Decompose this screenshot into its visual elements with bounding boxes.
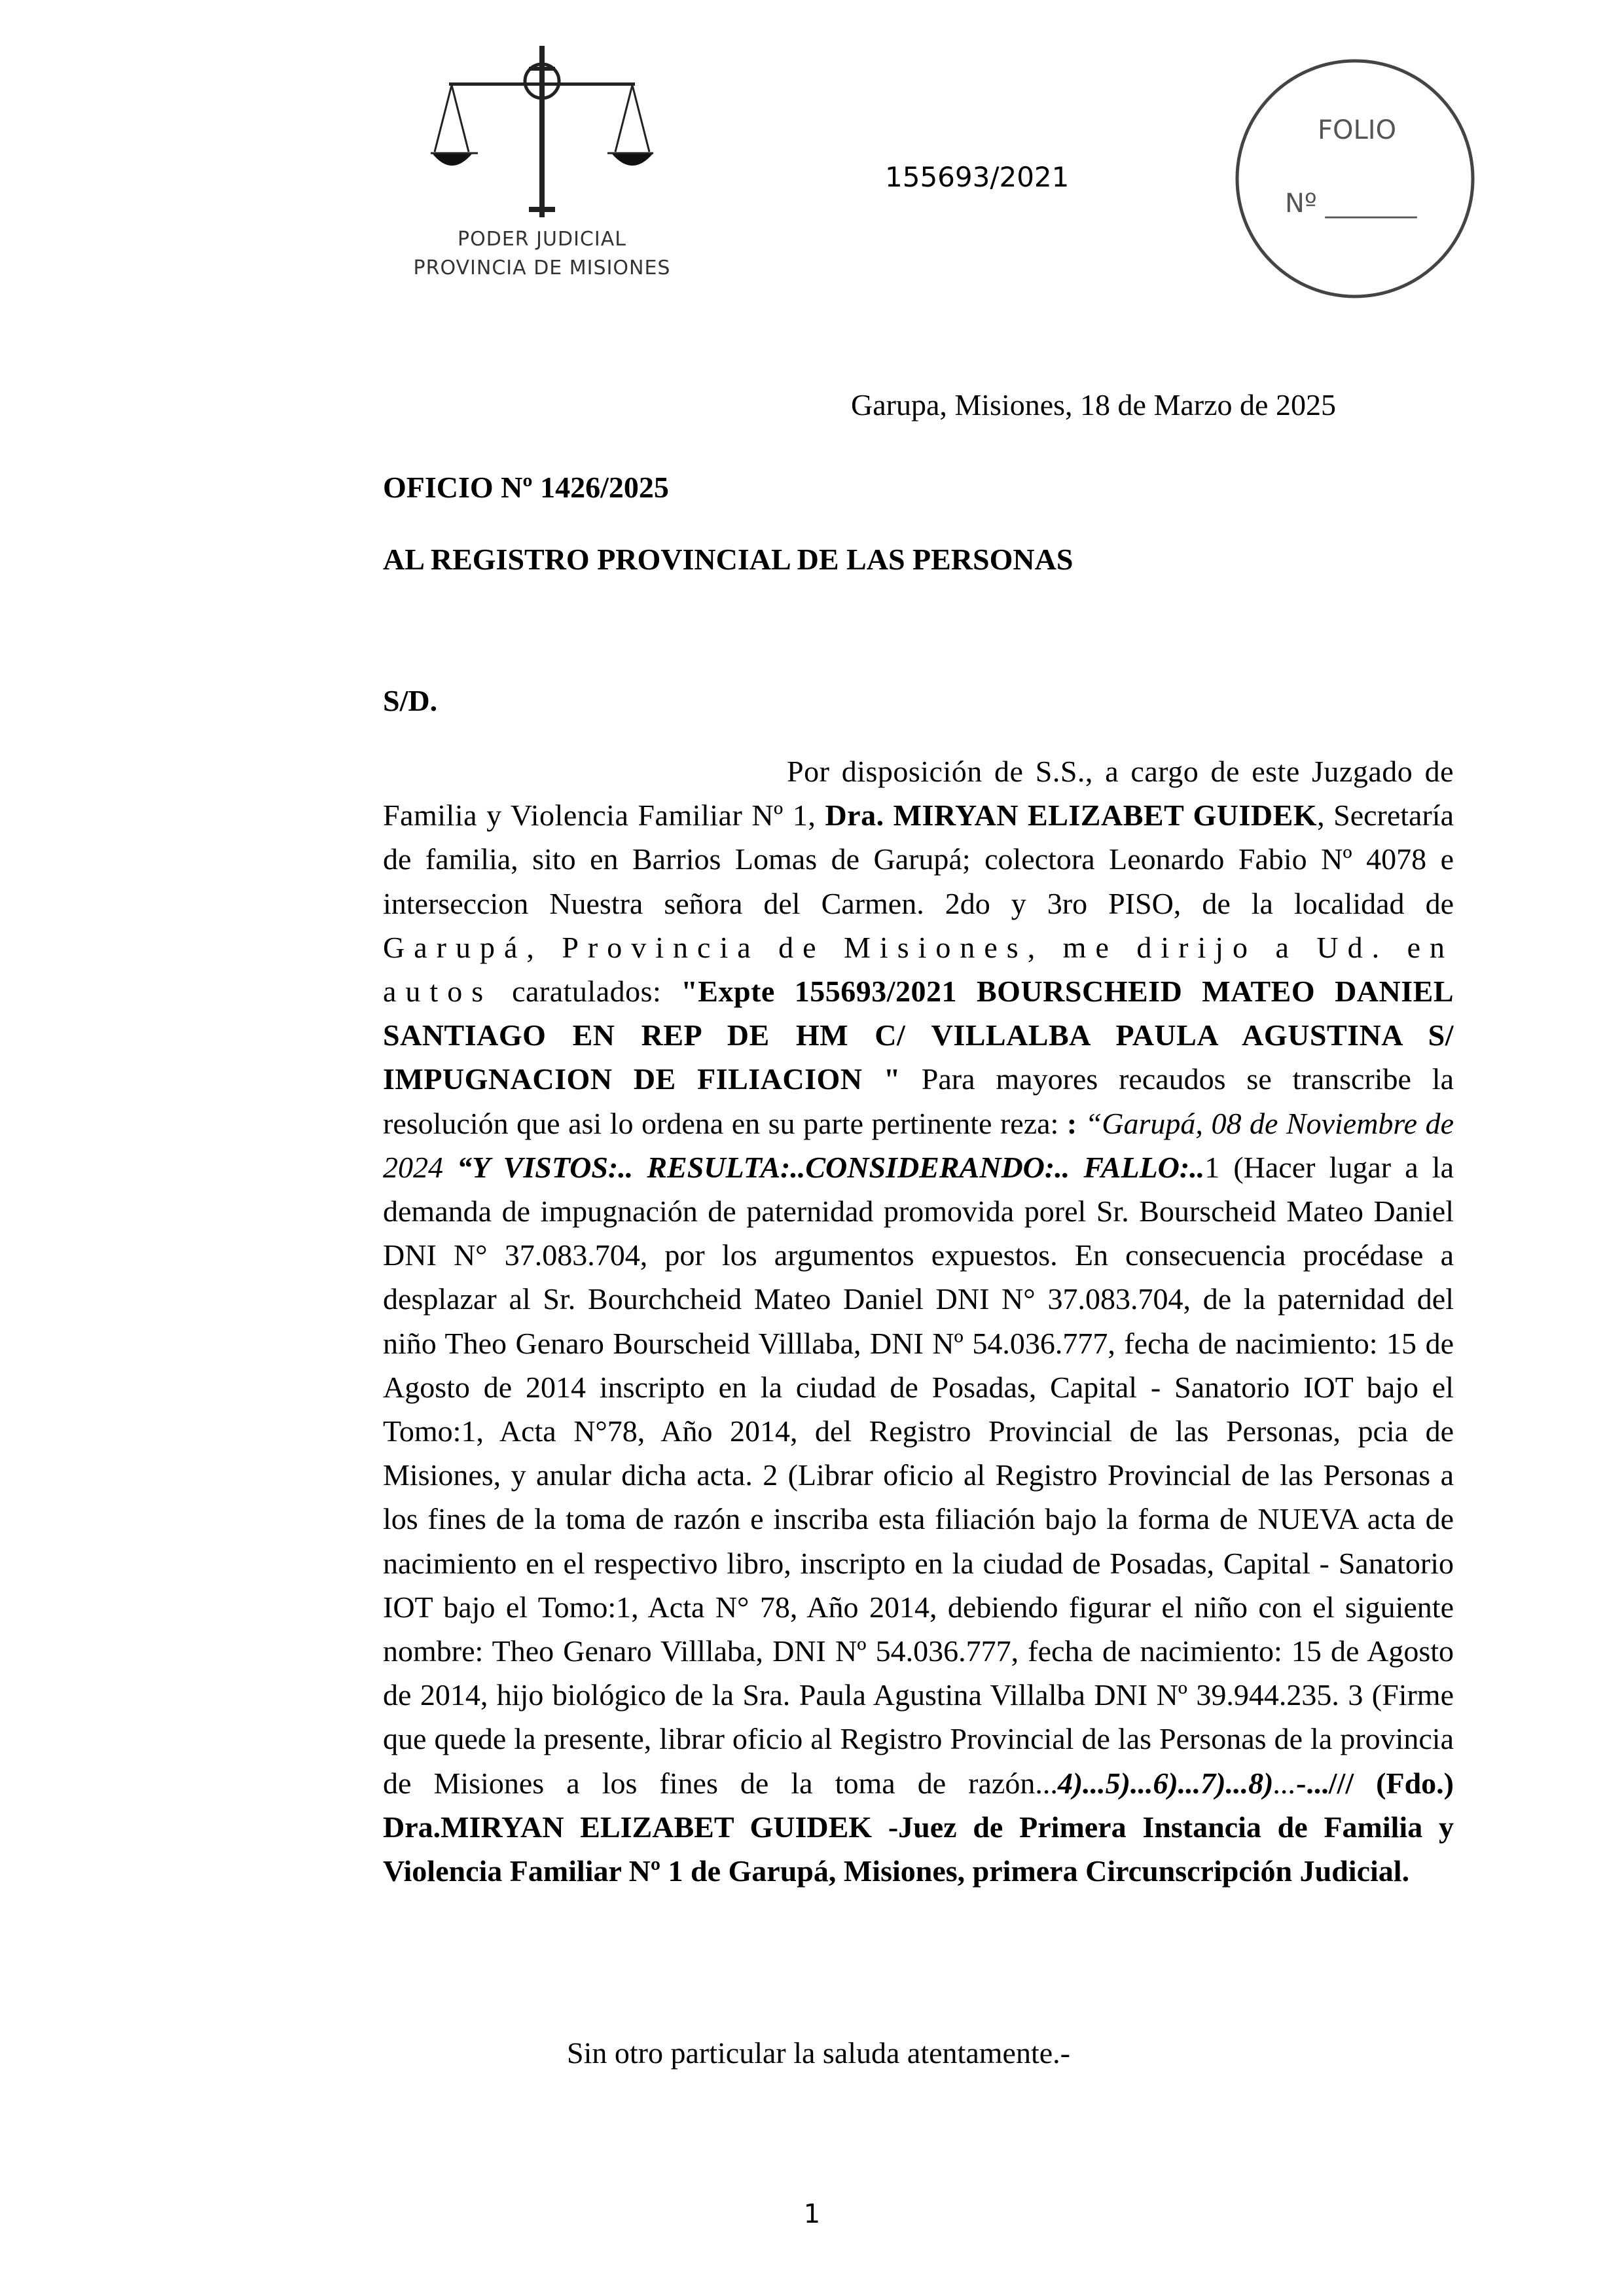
- case-number: 155693/2021: [885, 161, 1070, 193]
- scales-of-justice-icon: [431, 41, 653, 217]
- addressee: AL REGISTRO PROVINCIAL DE LAS PERSONAS: [383, 543, 1074, 576]
- resolution-items: 4)...5)...6)...7)...8): [1057, 1766, 1274, 1800]
- folio-label: FOLIO: [1318, 115, 1397, 145]
- body-text-address: , Secretaría de familia, sito en Barrios Lomas de Garupá; colectora Leonardo Fabio Nº 4078 e interseccion Nuestra señora del Carmen. 2do y 3ro PISO, de la localidad de: [383, 798, 1454, 920]
- body-text-intro: Por disposición de S.S., a cargo de este Juzgado de: [787, 755, 1454, 788]
- logo-text-provincia: PROVINCIA DE MISIONES: [413, 257, 671, 279]
- body-text-location: Garupá, Provincia de Misiones, me dirijo a Ud. en autos: [383, 930, 1454, 1009]
- page-number: 1: [803, 2199, 821, 2229]
- resolution-headers: “Y VISTOS:.. RESULTA:..CONSIDERANDO:.. FALLO:..: [457, 1150, 1205, 1184]
- body-paragraph: [383, 749, 1454, 1893]
- signature-block: (Fdo.) Dra.MIRYAN ELIZABET GUIDEK -Juez de Primera Instancia de Familia y Violencia Familiar Nº 1 de Garupá, Misiones, primera Circunscripción Judicial.: [383, 1766, 1454, 1888]
- case-title: "Expte 155693/2021 BOURSCHEID MATEO DANIEL SANTIAGO EN REP DE HM C/ VILLALBA PAULA AGUSTINA S/ IMPUGNACION DE FILIACION ": [383, 975, 1454, 1096]
- court-logo: [405, 41, 679, 296]
- judge-name: Dra. MIRYAN ELIZABET GUIDEK: [825, 798, 1318, 833]
- end-marks: -...///: [1295, 1766, 1354, 1800]
- resolution-ellipsis: ...: [1273, 1766, 1296, 1800]
- body-text-court: Familia y Violencia Familiar Nº 1,: [383, 798, 825, 833]
- body-text-transcription: Para mayores recaudos se transcribe la resolución que asi lo ordena en su parte pertinente reza:: [383, 1062, 1454, 1140]
- body-text-caratulados: caratulados:: [492, 975, 681, 1009]
- letter-body: [383, 749, 1454, 1893]
- colon-mark: :: [1066, 1106, 1077, 1140]
- closing-text: Sin otro particular la saluda atentamente.-: [567, 2036, 1070, 2070]
- logo-text-poder-judicial: PODER JUDICIAL: [458, 228, 626, 251]
- sd-label: S/D.: [383, 684, 438, 717]
- resolution-text: 1 (Hacer lugar a la demanda de impugnación de paternidad promovida porel Sr. Bourscheid Mateo Daniel DNI N° 37.083.704, por los argumentos expuestos. En consecuencia procédase a desplazar al Sr. Bourchcheid Mateo Daniel DNI N° 37.083.704, de la paternidad del niño Theo Genaro Bourscheid Villlaba, DNI Nº 54.036.777, fecha de nacimiento: 15 de Agosto de 2014 inscripto en la ciudad de Posadas, Capital - Sanatorio IOT bajo el Tomo:1, Acta N°78, Año 2014, del Registro Provincial de las Personas, pcia de Misiones, y anular dicha acta. 2 (Librar oficio al Registro Provincial de las Personas a los fines de la toma de razón e inscriba esta filiación bajo la forma de NUEVA acta de nacimiento en el respectivo libro, inscripto en la ciudad de Posadas, Capital - Sanatorio IOT bajo el Tomo:1, Acta N° 78, Año 2014, debiendo figurar el niño con el siguiente nombre: Theo Genaro Villlaba, DNI Nº 54.036.777, fecha de nacimiento: 15 de Agosto de 2014, hijo biológico de la Sra. Paula Agustina Villalba DNI Nº 39.944.235. 3 (Firme que quede la presente, librar oficio al Registro Provincial de las Personas de la provincia de Misiones a los fines de la toma de razón...: [383, 1150, 1454, 1800]
- folio-stamp: [1234, 58, 1476, 300]
- closing-line: [0, 2036, 1624, 2070]
- oficio-number: OFICIO Nº 1426/2025: [383, 471, 669, 504]
- folio-number-field: Nº _______: [1285, 188, 1417, 219]
- quote-date: “Garupá, 08 de Noviembre de 2024: [383, 1106, 1454, 1184]
- place-date: Garupa, Misiones, 18 de Marzo de 2025: [851, 388, 1336, 422]
